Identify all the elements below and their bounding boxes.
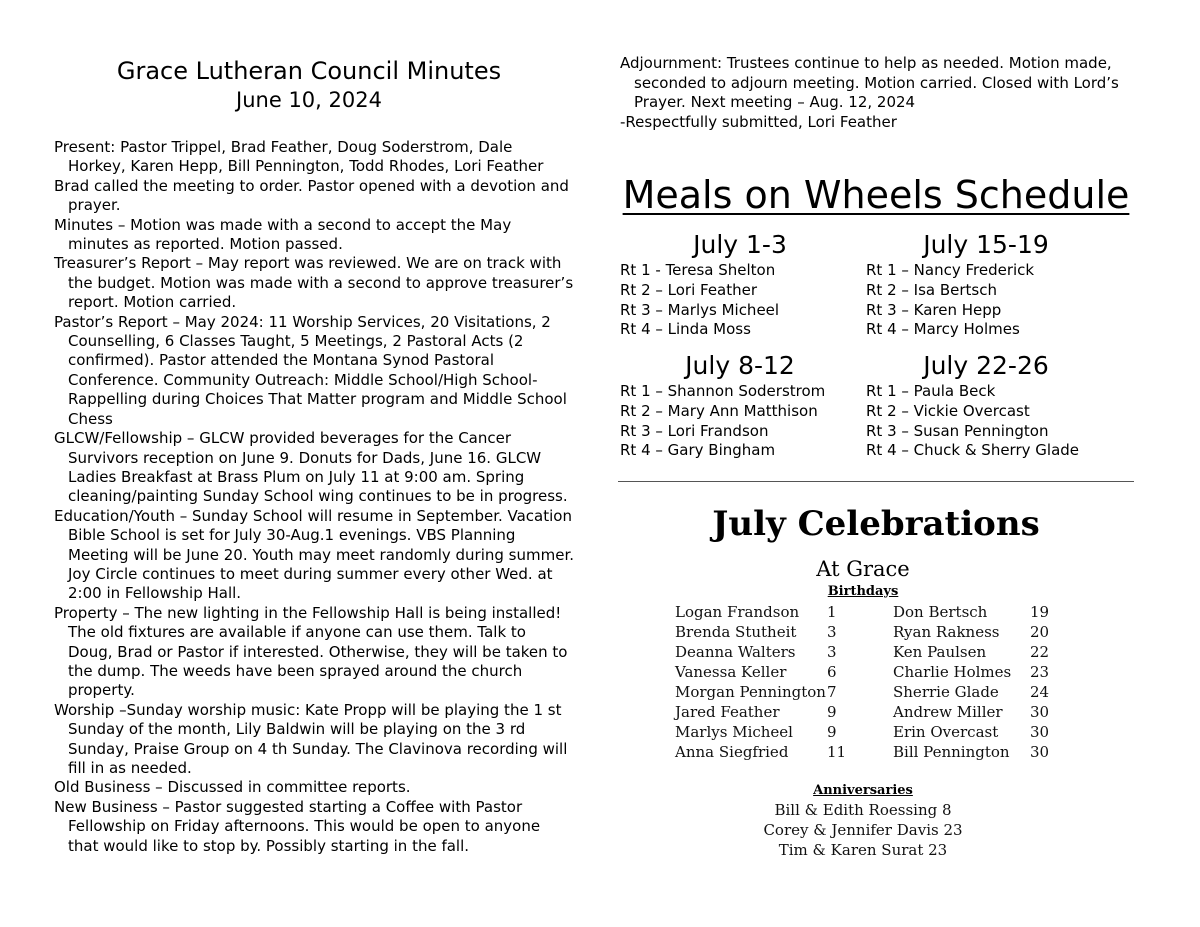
meals-title: Meals on Wheels Schedule <box>622 173 1130 217</box>
list-item: Bill Pennington 30 <box>893 743 1050 761</box>
route-entry: Rt 3 – Susan Pennington <box>866 421 1049 440</box>
list-item: Bill & Edith Roessing 8 <box>774 801 952 819</box>
section-divider <box>618 481 1134 482</box>
anniversaries-heading: Anniversaries <box>813 783 913 798</box>
adjournment-section <box>620 54 1140 132</box>
route-entry: Rt 2 – Isa Bertsch <box>866 280 997 299</box>
list-item: Corey & Jennifer Davis 23 <box>763 821 963 839</box>
week-block <box>620 350 860 461</box>
minutes-worship: Worship –Sunday worship music: Kate Propp will be playing the 1 st Sunday of the month, Lily Baldwin will be playing on the 3 rd Sunday, Praise Group on 4 th Sunday. The Clavinova recording will fill in as needed. <box>54 700 568 777</box>
council-minutes <box>54 56 574 856</box>
minutes-signoff: -Respectfully submitted, Lori Feather <box>620 112 897 131</box>
route-entry: Rt 1 – Shannon Soderstrom <box>620 382 826 400</box>
route-entry: Rt 2 – Vickie Overcast <box>866 401 1030 420</box>
route-entry: Rt 1 – Paula Beck <box>866 382 996 400</box>
list-item: Deanna Walters 3 <box>675 643 837 661</box>
list-item: Brenda Stutheit 3 <box>675 623 837 641</box>
list-item: Anna Siegfried 11 <box>675 743 847 761</box>
route-entry: Rt 2 – Lori Feather <box>620 280 758 299</box>
minutes-adjournment: Adjournment: Trustees continue to help as needed. Motion made, seconded to adjourn meeting. Motion carried. Closed with Lord’s Prayer. Next meeting – Aug. 12, 2024 <box>620 54 1119 111</box>
minutes-old-business: Old Business – Discussed in committee reports. <box>54 778 411 797</box>
list-item: Charlie Holmes 23 <box>893 663 1050 681</box>
route-entry: Rt 3 – Karen Hepp <box>866 300 1002 319</box>
birthdays-list-right <box>893 602 1049 762</box>
celebrations-subtitle: At Grace <box>816 557 910 581</box>
list-item: Ryan Rakness 20 <box>893 623 1050 641</box>
week-block <box>866 350 1106 461</box>
week-label: July 22-26 <box>923 351 1049 380</box>
minutes-fellowship: GLCW/Fellowship – GLCW provided beverages for the Cancer Survivors reception on June 9. Donuts for Dads, June 16. GLCW Ladies Breakfast at Brass Plum on July 11 at 9:00 am. Spring cleaning/painting Sunday School wing continues to be in progress. <box>54 429 568 506</box>
minutes-new-business: New Business – Pastor suggested starting a Coffee with Pastor Fellowship on Friday afternoons. This would be open to anyone that would like to stop by. Possibly starting in the fall. <box>54 797 541 855</box>
week-label: July 15-19 <box>923 230 1049 259</box>
list-item: Sherrie Glade 24 <box>893 683 1050 701</box>
minutes-property: Property – The new lighting in the Fellowship Hall is being installed! The old fixtures are available if anyone can use them. Talk to Doug, Brad or Pastor if interested. Otherwise, they will be taken to the dump. The weeds have been sprayed around the church property. <box>54 603 568 700</box>
route-entry: Rt 3 – Marlys Micheel <box>620 300 780 319</box>
list-item: Logan Frandson 1 <box>675 603 837 621</box>
route-entry: Rt 1 – Nancy Frederick <box>866 261 1035 279</box>
route-entry: Rt 4 – Chuck & Sherry Glade <box>866 441 1080 460</box>
route-entry: Rt 2 – Mary Ann Matthison <box>620 401 818 420</box>
list-item: Marlys Micheel 9 <box>675 723 837 741</box>
minutes-present: Present: Pastor Trippel, Brad Feather, Doug Soderstrom, Dale Horkey, Karen Hepp, Bill Pennington, Todd Rhodes, Lori Feather <box>54 138 544 176</box>
list-item: Ken Paulsen 22 <box>893 643 1050 661</box>
minutes-treasurer-report: Treasurer’s Report – May report was reviewed. We are on track with the budget. Motion was made with a second to approve treasurer’s report. Motion carried. <box>54 254 574 312</box>
week-label: July 8-12 <box>685 351 795 380</box>
minutes-title: Grace Lutheran Council Minutes <box>116 57 502 85</box>
week-label: July 1-3 <box>693 230 787 259</box>
list-item: Morgan Pennington7 <box>675 683 837 701</box>
route-entry: Rt 4 – Linda Moss <box>620 320 751 339</box>
route-entry: Rt 4 – Gary Bingham <box>620 441 776 460</box>
list-item: Vanessa Keller 6 <box>675 663 837 681</box>
list-item: Erin Overcast 30 <box>893 723 1050 741</box>
list-item: Andrew Miller 30 <box>893 703 1050 721</box>
minutes-date: June 10, 2024 <box>236 88 382 112</box>
minutes-minutes: Minutes – Motion was made with a second to accept the May minutes as reported. Motion passed. <box>54 215 512 254</box>
list-item: Don Bertsch 19 <box>893 603 1050 621</box>
birthdays-list-left <box>675 602 846 762</box>
route-entry: Rt 4 – Marcy Holmes <box>866 320 1020 339</box>
anniversaries-list <box>620 800 1106 860</box>
week-block <box>620 229 860 340</box>
minutes-education-youth: Education/Youth – Sunday School will resume in September. Vacation Bible School is set for July 30-Aug.1 evenings. VBS Planning Meeting will be June 20. Youth may meet randomly during summer. Joy Circle continues to meet during summer every other Wed. at 2:00 in Fellowship Hall. <box>54 506 575 603</box>
route-entry: Rt 3 – Lori Frandson <box>620 421 769 440</box>
celebrations-title: July Celebrations <box>712 504 1040 544</box>
route-entry: Rt 1 - Teresa Shelton <box>620 261 776 279</box>
minutes-pastor-report: Pastor’s Report – May 2024: 11 Worship Services, 20 Visitations, 2 Counselling, 6 Classes Taught, 5 Meetings, 2 Pastoral Acts (2 confirmed). Pastor attended the Montana Synod Pastoral Conference. Community Outreach: Middle School/High School- Rappelling during Choices That Matter program and Middle School Chess <box>54 312 567 428</box>
list-item: Jared Feather 9 <box>675 703 837 721</box>
minutes-call-to-order: Brad called the meeting to order. Pastor opened with a devotion and prayer. <box>54 176 569 215</box>
list-item: Tim & Karen Surat 23 <box>778 841 948 859</box>
birthdays-heading: Birthdays <box>827 584 899 599</box>
week-block <box>866 229 1106 340</box>
